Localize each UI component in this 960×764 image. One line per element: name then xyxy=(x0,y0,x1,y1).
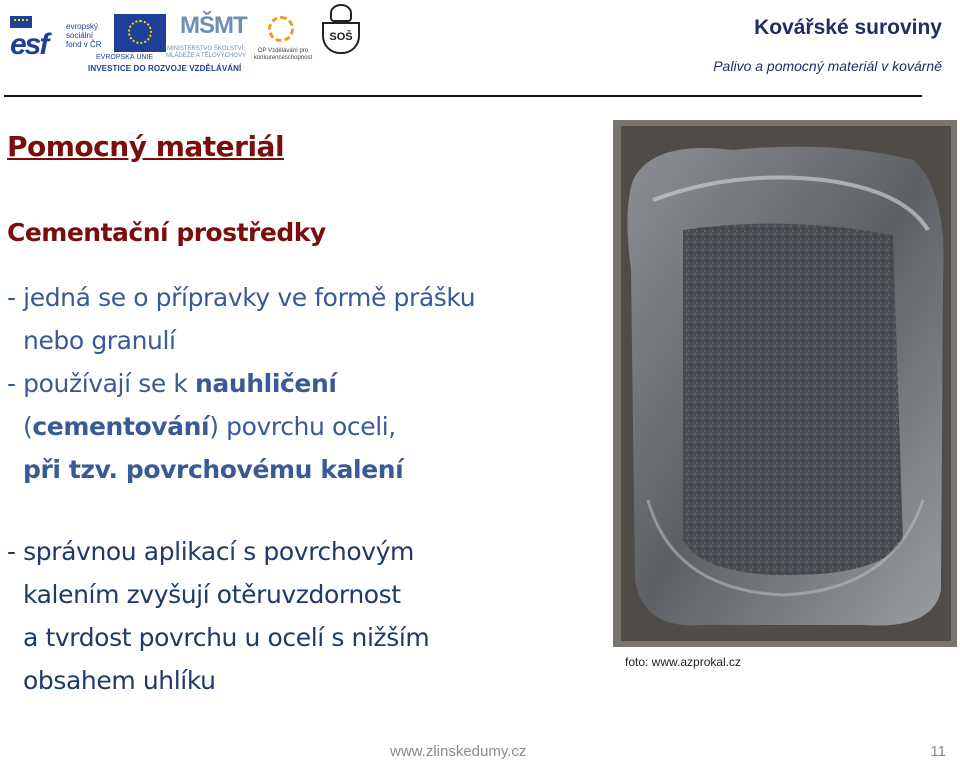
esf-logo xyxy=(10,16,74,60)
header-subtitle: Palivo a pomocný materiál v kovárně xyxy=(713,58,942,74)
eu-logo-caption: EVROPSKÁ UNIE xyxy=(96,54,154,61)
header-title: Kovářské suroviny xyxy=(754,16,942,39)
bold-term: při tzv. povrchovému kalení xyxy=(23,455,404,484)
paragraph-line: - jedná se o přípravky ve formě prášku xyxy=(7,283,476,312)
header-divider xyxy=(4,95,922,97)
op-vk-ring-icon xyxy=(268,16,294,42)
paragraph-line xyxy=(7,362,475,405)
paragraph-line: - správnou aplikací s povrchovým xyxy=(7,537,414,566)
esf-logo-caption: evropský sociální fond v ČR xyxy=(66,22,102,49)
page-number: 11 xyxy=(930,743,946,760)
tree-icon xyxy=(330,4,352,22)
logo-strip xyxy=(8,4,388,76)
paragraph-description xyxy=(7,276,475,491)
footer-url: www.zlinskedumy.cz xyxy=(390,743,527,760)
eu-flag-small-icon xyxy=(10,16,32,28)
paragraph-benefits xyxy=(7,530,429,702)
photo-credit: foto: www.azprokal.cz xyxy=(625,655,742,669)
sos-shield-icon: SOŠ xyxy=(322,22,360,54)
esf-logo-letters: esf xyxy=(10,28,48,61)
text-run: - používají se k xyxy=(7,369,195,398)
msmt-logo-caption: MINISTERSTVO ŠKOLSTVÍ, MLÁDEŽE A TĚLOVÝCHOVY xyxy=(166,46,246,59)
text-run: ( xyxy=(23,412,33,441)
investment-slogan: INVESTICE DO ROZVOJE VZDĚLÁVÁNÍ xyxy=(88,64,242,73)
bold-term: cementování xyxy=(32,412,210,441)
paragraph-line: a tvrdost povrchu u ocelí s nižším xyxy=(23,623,430,652)
section-title: Cementační prostředky xyxy=(7,218,326,247)
msmt-logo-mark: MŠMT xyxy=(180,12,247,39)
cementing-granules-photo xyxy=(613,120,957,647)
text-run: ) povrchu oceli, xyxy=(209,412,396,441)
bold-term: nauhličení xyxy=(194,369,337,398)
op-vk-logo xyxy=(260,14,304,48)
sos-school-logo xyxy=(318,4,364,56)
paragraph-line xyxy=(7,448,475,491)
paragraph-line: kalením zvyšují otěruvzdornost xyxy=(23,580,401,609)
slide-title: Pomocný materiál xyxy=(7,130,285,163)
eu-stars-icon xyxy=(128,20,152,44)
paragraph-line: nebo granulí xyxy=(23,326,176,355)
granules xyxy=(683,224,903,575)
photo-illustration xyxy=(613,120,957,647)
op-vk-logo-caption: OP Vzdělávání pro konkurenceschopnost xyxy=(253,48,313,61)
paragraph-line xyxy=(7,405,475,448)
paragraph-line: obsahem uhlíku xyxy=(23,666,216,695)
